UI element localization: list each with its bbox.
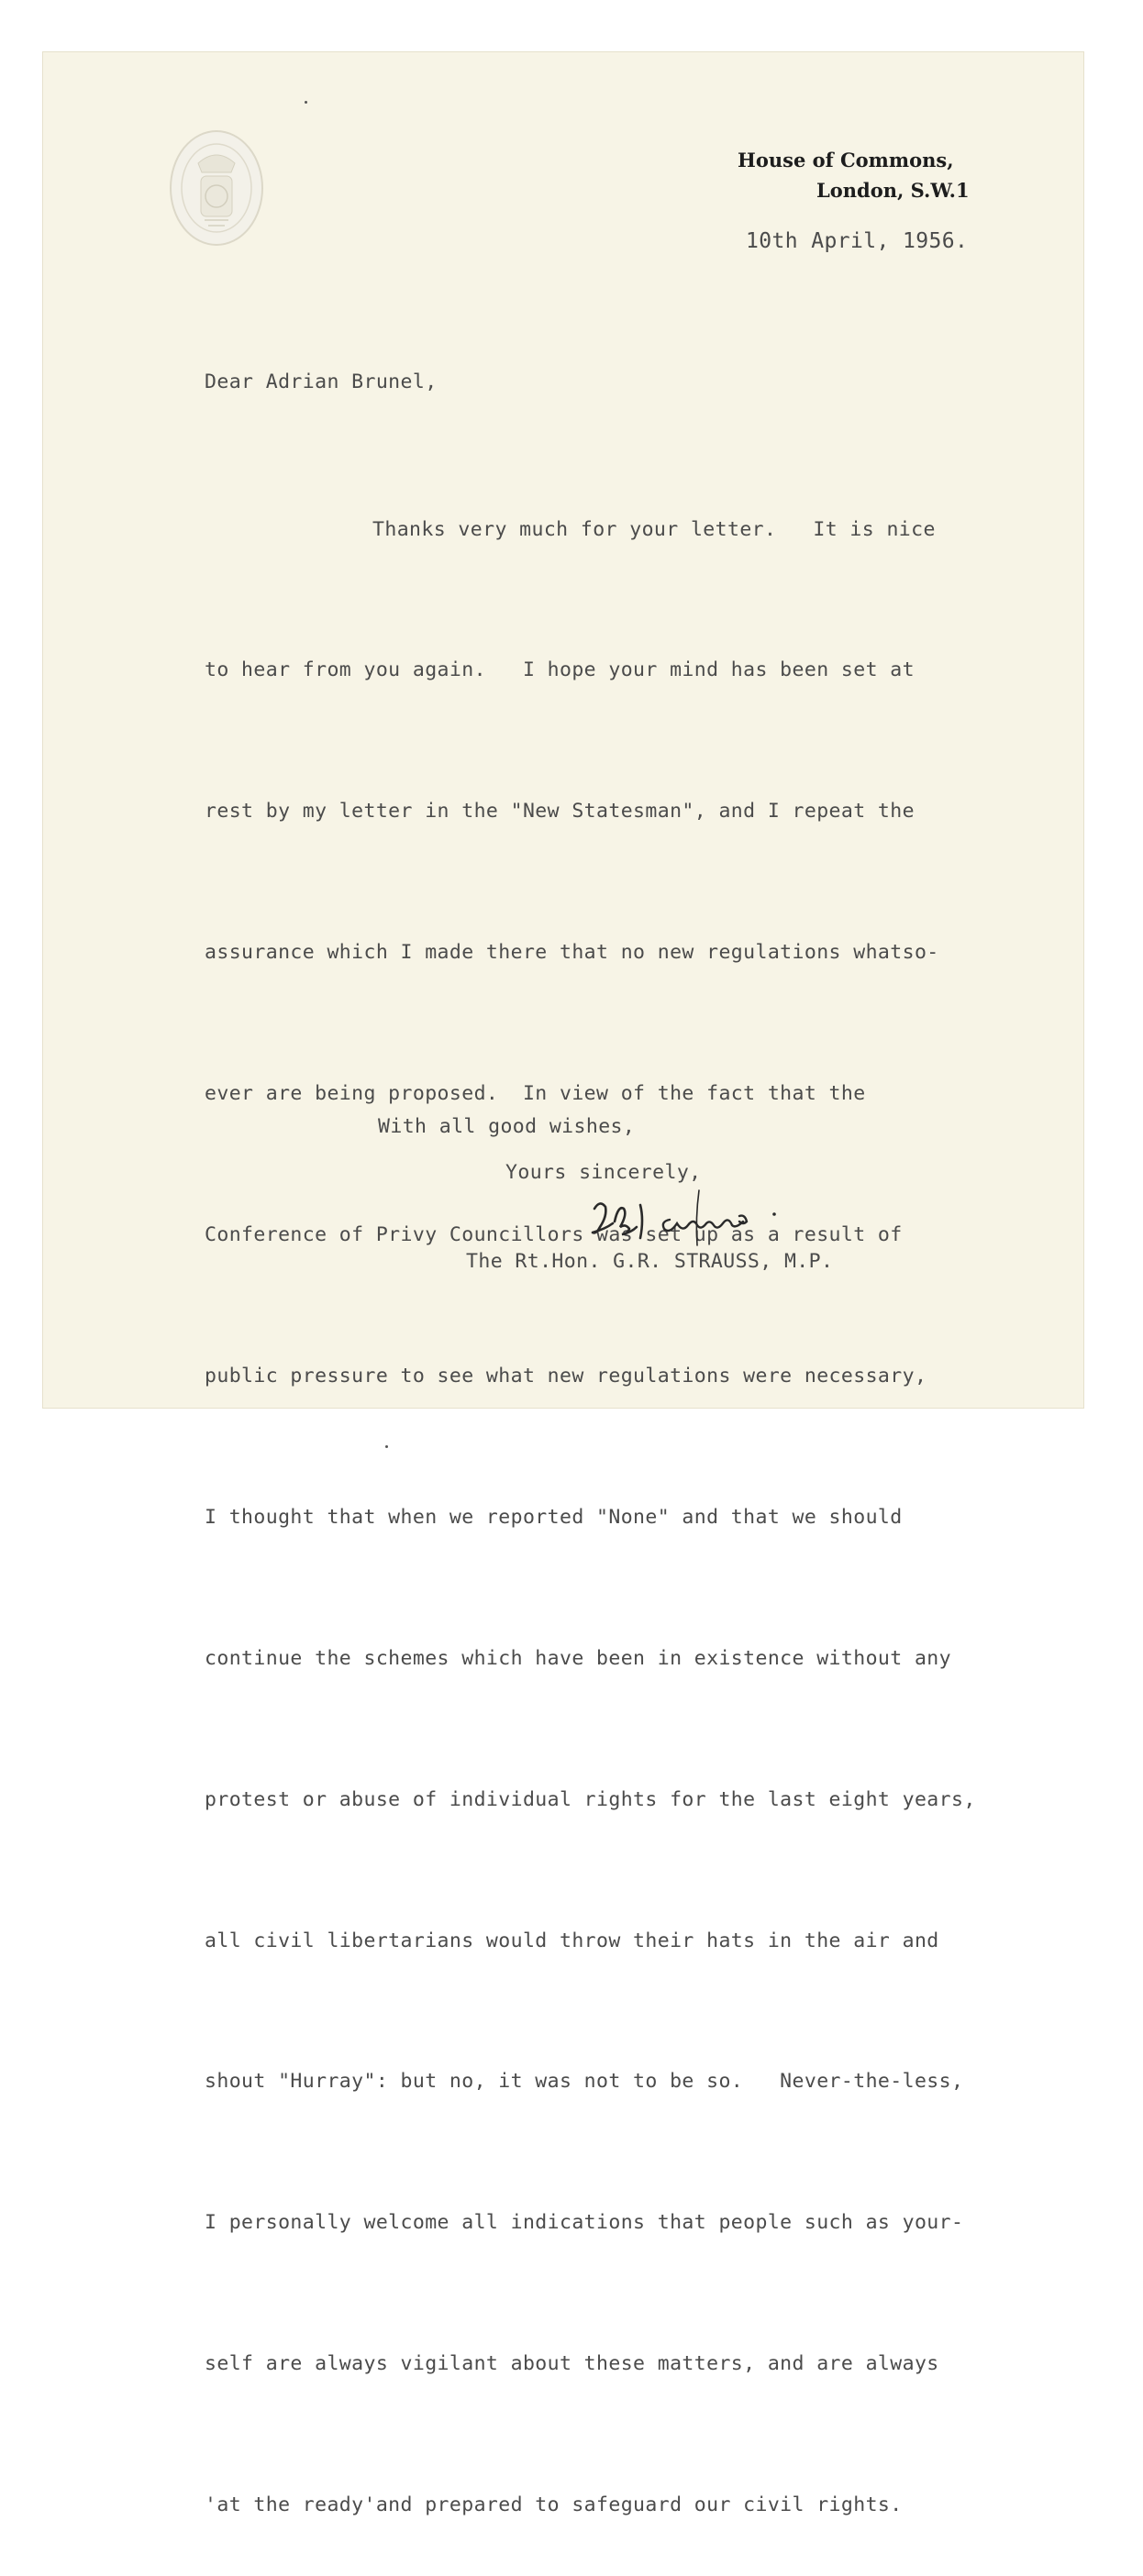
body-line: rest by my letter in the "New Statesman", and I repeat the [205,800,915,824]
paper-speck [385,1445,388,1448]
body-line: continue the schemes which have been in existence without any [205,1646,951,1670]
body-line: all civil libertarians would throw their hats in the air and [205,1929,939,1952]
letter-date: 10th April, 1956. [746,229,969,253]
body-line: I thought that when we reported "None" and that we should [205,1505,903,1529]
letterhead-line-2: London, S.W.1 [816,179,970,202]
body-line: self are always vigilant about these matters, and are always [205,2352,939,2376]
letter-body [205,412,976,2576]
body-line: I personally welcome all indications that people such as your- [205,2211,964,2235]
house-of-commons-embossed-seal-icon [168,128,265,248]
body-line: public pressure to see what new regulations were necessary, [205,1364,927,1388]
body-line: ever are being proposed. In view of the fact that the [205,1082,866,1106]
paper-speck [305,101,307,104]
body-line: Conference of Privy Councillors was set up as a result of [205,1223,903,1247]
handwritten-signature-icon [585,1188,796,1253]
body-line: protest or abuse of individual rights for the last eight years, [205,1787,976,1811]
body-line: Thanks very much for your letter. It is nice [372,517,936,541]
letterhead-line-1: House of Commons, [738,149,954,171]
body-line: shout "Hurray": but no, it was not to be so. Never-the-less, [205,2070,964,2094]
closing-sign-off: Yours sincerely, [505,1161,702,1184]
letterhead-address [642,145,972,205]
closing-wishes: With all good wishes, [378,1115,636,1138]
body-line: 'at the ready'and prepared to safeguard our civil rights. [205,2493,903,2517]
body-line: to hear from you again. I hope your mind has been set at [205,658,915,682]
body-line: assurance which I made there that no new regulations whatso- [205,941,939,965]
signatory-name: The Rt.Hon. G.R. STRAUSS, M.P. [466,1250,834,1273]
salutation: Dear Adrian Brunel, [205,370,438,393]
